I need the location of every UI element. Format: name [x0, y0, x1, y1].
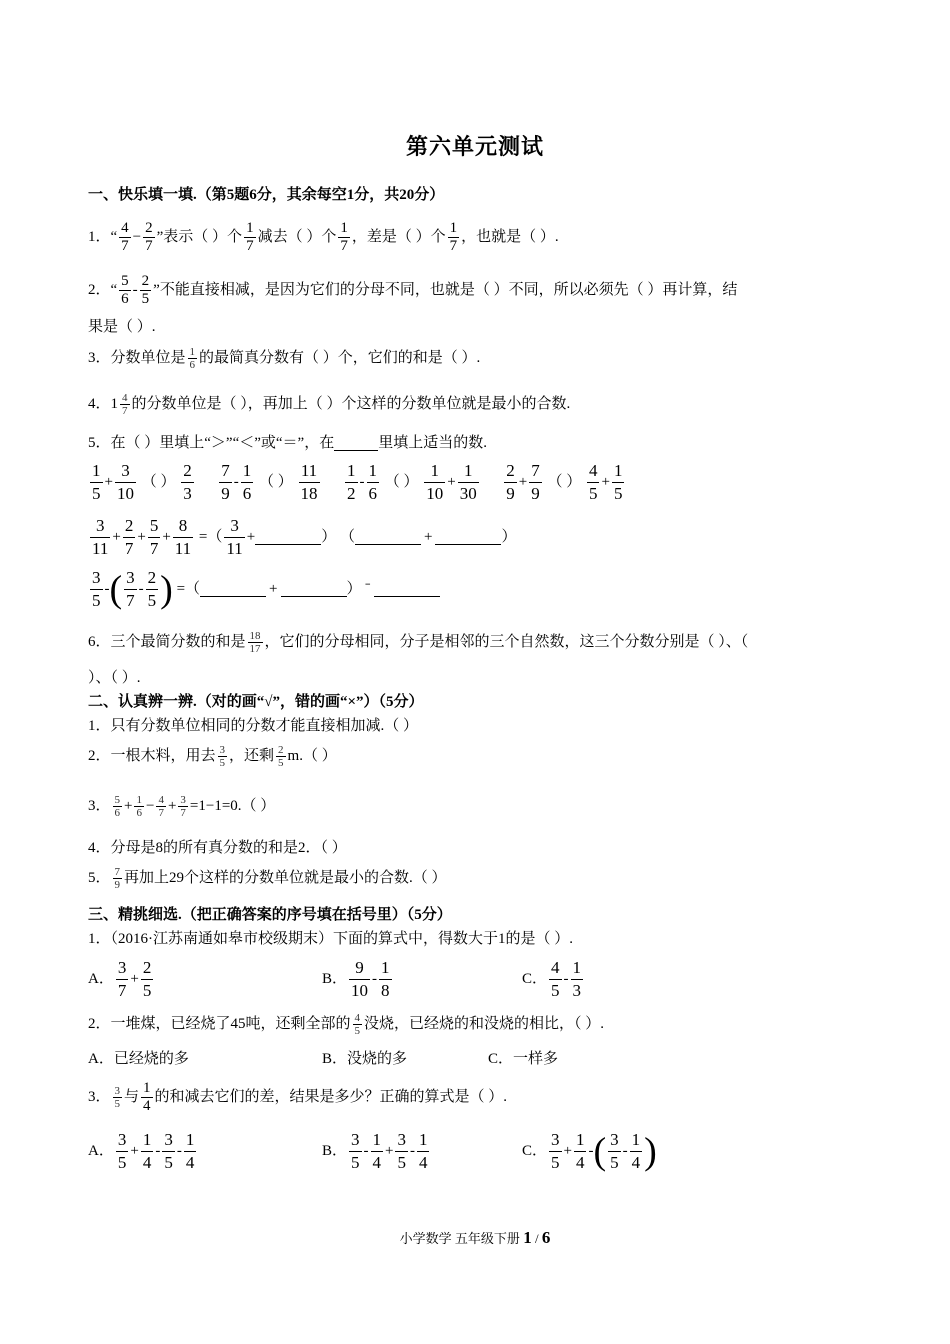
- fraction: $\frac{1}{4}$: [185, 1130, 195, 1172]
- fraction: $\frac{3}{5}$: [164, 1130, 173, 1172]
- s1-question-3: 3．分数单位是 $\frac{1}{6}$ 的最简真分数有（ ）个，它们的和是（ ）.: [88, 346, 481, 371]
- fraction: $\frac{4}{5}$: [354, 1012, 361, 1037]
- fraction: $\frac{1}{4}$: [372, 1130, 382, 1172]
- fraction: $\frac{4}{5}$: [588, 461, 598, 503]
- s3-q1-options: [88, 957, 585, 1002]
- option-c: C． $\frac{4}{5}$ - $\frac{1}{3}$: [522, 958, 582, 1000]
- fraction: $\frac{2}{3}$: [183, 461, 192, 503]
- fraction: $\frac{3}{10}$: [116, 461, 134, 503]
- option-a: A． $\frac{3}{5}$ + $\frac{1}{4}$ - $\frac{3}{5}$ - $\frac{1}{4}$: [88, 1130, 195, 1172]
- fraction: $\frac{1}{10}$: [426, 461, 444, 503]
- fraction: $\frac{2}{5}$: [278, 744, 284, 769]
- fraction: $\frac{1}{6}$: [136, 794, 142, 819]
- fraction: $\frac{2}{5}$: [141, 273, 150, 307]
- page-total: 6: [541, 1228, 551, 1247]
- option-c: C．一样多: [488, 1051, 559, 1067]
- fraction: $\frac{4}{7}$: [158, 794, 164, 819]
- fraction: $\frac{3}{5}$: [351, 1130, 360, 1172]
- fraction: $\frac{3}{5}$: [551, 1130, 560, 1172]
- fraction: $\frac{11}{18}$: [300, 461, 318, 503]
- section-3-heading: 三、精挑细选.（把正确答案的序号填在括号里）（5分）: [88, 907, 452, 923]
- fill-blank: [200, 582, 266, 597]
- fraction: $\frac{1}{4}$: [142, 1130, 152, 1172]
- fraction: $\frac{3}{5}$: [114, 1085, 121, 1110]
- fraction: $\frac{8}{11}$: [174, 516, 192, 558]
- s1-question-4: 4．1 $\frac{4}{7}$ 的分数单位是（ ），再加上（ ）个这样的分数单位就是最小的合数.: [88, 392, 571, 417]
- fraction: $\frac{1}{4}$: [143, 1080, 151, 1114]
- s1-q5-row-1: $\frac{1}{5}$ + $\frac{3}{10}$ （ ） $\frac{2}{3}$ $\frac{7}{9}$ - $\frac{1}{6}$ （ ） $\frac{11}{18}$ $\frac{1}{2}$ - $\frac{1}{6}$ （ ） $\frac{1}{10}$ + $\frac{1}{30}$ $\frac{2}{9}$ + $\frac{7}{9}$ （ ） $\frac{4}{5}$ + $\frac{1}{5}$: [92, 461, 623, 503]
- fraction: $\frac{18}{17}$: [249, 630, 261, 655]
- fraction: $\frac{2}{5}$: [147, 568, 157, 610]
- fraction: $\frac{3}{11}$: [226, 516, 243, 558]
- fraction: $\frac{1}{4}$: [631, 1130, 641, 1172]
- s1-question-6: 6．三个最简分数的和是 $\frac{18}{17}$ ，它们的分母相同，分子是相邻的三个自然数，这三个分数分别是（ ）、（: [88, 630, 749, 655]
- fill-blank: [374, 582, 440, 597]
- fraction: $\frac{1}{7}$: [246, 220, 254, 254]
- section-2-heading: 二、认真辨一辨.（对的画“√”，错的画“×”）（5分）: [88, 694, 424, 710]
- option-b: B．没烧的多: [322, 1051, 408, 1067]
- fraction: $\frac{2}{9}$: [506, 461, 515, 503]
- fraction: $\frac{3}{5}$: [610, 1130, 619, 1172]
- option-a: A．已经烧的多: [88, 1051, 189, 1067]
- fraction: $\frac{2}{5}$: [142, 958, 152, 1000]
- s1-question-6-cont: ）、（ ）.: [88, 670, 141, 686]
- fraction: $\frac{7}{9}$: [114, 866, 121, 891]
- s1-question-1: 1．“ $\frac{4}{7}$ − $\frac{2}{7}$ ”表示（ ）个 $\frac{1}{7}$ 减去（ ）个 $\frac{1}{7}$ ，差是（ ）个 $\frac{1}{7}$ ，也就是（ ）.: [88, 220, 559, 254]
- s3-q2-options: [88, 1048, 558, 1070]
- fill-blank: [435, 530, 501, 545]
- page-footer: 小学数学 五年级下册 1 / 6: [399, 1228, 551, 1247]
- fraction: $\frac{3}{7}$: [126, 568, 135, 610]
- s1-q5-row-2: $\frac{3}{11}$ + $\frac{2}{7}$ + $\frac{5}{7}$ + $\frac{8}{11}$ =（ $\frac{3}{11}$ + ） （ + ）: [92, 516, 517, 558]
- fraction: $\frac{1}{4}$: [418, 1130, 428, 1172]
- fraction: $\frac{3}{5}$: [397, 1130, 406, 1172]
- s3-q3-options: [88, 1129, 657, 1174]
- s2-question-2: 2．一根木料，用去 $\frac{3}{5}$ ，还剩 $\frac{2}{5}$ m.（ ）: [88, 744, 337, 769]
- s3-question-1: 1．（2016·江苏南通如皋市校级期末）下面的算式中，得数大于1的是（ ）.: [88, 931, 573, 947]
- page-title: 第六单元测试: [405, 134, 544, 159]
- fraction: $\frac{5}{6}$: [114, 794, 121, 819]
- fraction: $\frac{1}{5}$: [613, 461, 623, 503]
- fraction: $\frac{5}{6}$: [121, 273, 129, 307]
- option-b: B． $\frac{3}{5}$ - $\frac{1}{4}$ + $\frac{3}{5}$ - $\frac{1}{4}$: [322, 1130, 428, 1172]
- fraction: $\frac{1}{2}$: [347, 461, 356, 503]
- s1-question-2-cont: 果是（ ）.: [88, 319, 156, 335]
- s2-question-3: 3． $\frac{5}{6}$ + $\frac{1}{6}$ − $\frac{4}{7}$ + $\frac{3}{7}$ =1−1=0.（ ）: [88, 794, 276, 819]
- fraction: $\frac{3}{11}$: [92, 516, 109, 558]
- fraction: $\frac{1}{3}$: [572, 958, 582, 1000]
- fraction: $\frac{4}{5}$: [551, 958, 560, 1000]
- fill-blank: [355, 530, 421, 545]
- fraction: $\frac{9}{10}$: [351, 958, 369, 1000]
- s3-question-3: 3． $\frac{3}{5}$ 与 $\frac{1}{4}$ 的和减去它们的差，结果是多少？正确的算式是（ ）.: [88, 1080, 508, 1114]
- section-1-heading: 一、快乐填一填.（第5题6分，其余每空1分，共20分）: [88, 187, 445, 203]
- fraction: $\frac{5}{7}$: [149, 516, 159, 558]
- fraction: $\frac{1}{6}$: [189, 346, 196, 371]
- fraction: $\frac{4}{7}$: [121, 220, 129, 254]
- s1-question-5: 5．在（ ）里填上“＞”“＜”或“＝”，在 里填上适当的数.: [88, 435, 487, 451]
- fraction: $\frac{1}{30}$: [459, 461, 477, 503]
- fraction: $\frac{1}{6}$: [368, 461, 377, 503]
- fraction: $\frac{1}{7}$: [449, 220, 458, 254]
- fraction: $\frac{2}{7}$: [145, 220, 153, 254]
- fraction: $\frac{1}{4}$: [575, 1130, 585, 1172]
- option-c: C． $\frac{3}{5}$ + $\frac{1}{4}$ -( $\frac{3}{5}$ - $\frac{1}{4}$ ): [522, 1130, 657, 1173]
- fraction: $\frac{3}{5}$: [92, 568, 101, 610]
- fraction: $\frac{1}{7}$: [340, 220, 348, 254]
- fraction: $\frac{7}{9}$: [531, 461, 540, 503]
- s2-question-5: 5． $\frac{7}{9}$ 再加上29个这样的分数单位就是最小的合数.（ ）: [88, 866, 447, 891]
- fraction: $\frac{4}{7}$: [122, 392, 128, 417]
- fill-blank: [255, 530, 321, 545]
- fraction: $\frac{3}{7}$: [117, 958, 127, 1000]
- fraction: $\frac{1}{5}$: [92, 461, 101, 503]
- s2-question-1: 1．只有分数单位相同的分数才能直接相加减.（ ）: [88, 718, 419, 734]
- fraction: $\frac{1}{8}$: [381, 958, 390, 1000]
- fraction: $\frac{3}{7}$: [180, 794, 186, 819]
- fraction: $\frac{3}{5}$: [219, 744, 226, 769]
- s2-question-4: 4．分母是8的所有真分数的和是2．（ ）: [88, 840, 347, 856]
- option-b: B． $\frac{9}{10}$ - $\frac{1}{8}$: [322, 958, 390, 1000]
- s1-question-2: 2．“ $\frac{5}{6}$ - $\frac{2}{5}$ ”不能直接相减，是因为它们的分母不同，也就是（ ）不同，所以必须先（ ）再计算，结: [88, 273, 738, 307]
- fraction: $\frac{2}{7}$: [124, 516, 134, 558]
- fraction: $\frac{1}{6}$: [242, 461, 252, 503]
- option-a: A． $\frac{3}{7}$ + $\frac{2}{5}$: [88, 958, 152, 1000]
- s1-q5-row-3: $\frac{3}{5}$ -( $\frac{3}{7}$ - $\frac{2}{5}$ ) =（ + ） ˉ: [88, 567, 440, 612]
- fraction: $\frac{3}{5}$: [117, 1130, 127, 1172]
- page-number: 1: [523, 1228, 532, 1247]
- s3-question-2: 2．一堆煤，已经烧了45吨，还剩全部的 $\frac{4}{5}$ 没烧，已经烧的和没烧的相比，（ ）.: [88, 1012, 605, 1037]
- fraction: $\frac{7}{9}$: [221, 461, 230, 503]
- fill-blank: [281, 582, 347, 597]
- fill-blank: [334, 436, 378, 451]
